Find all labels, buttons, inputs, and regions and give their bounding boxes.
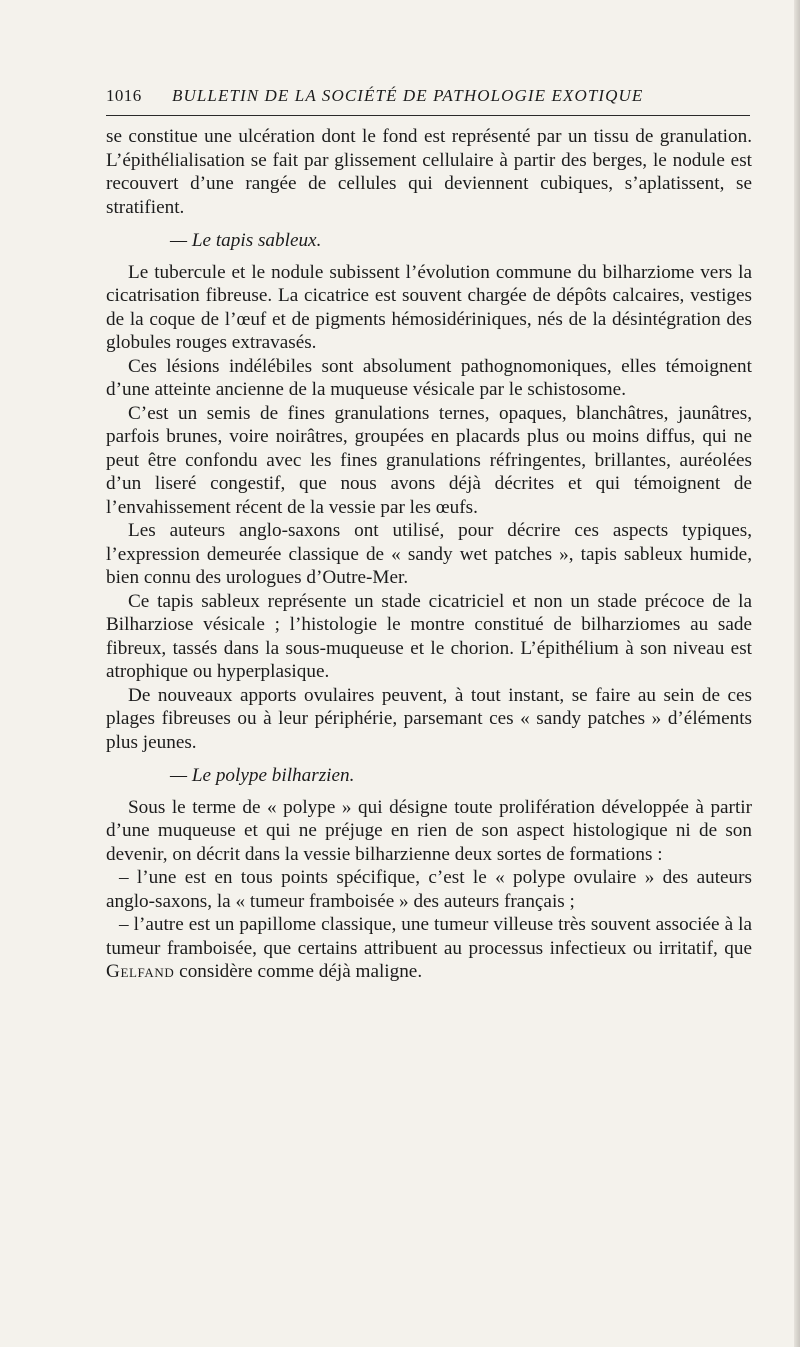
paragraph: De nouveaux apports ovulaires peuvent, à tout instant, se faire au sein de ces plages fibreuses ou à leur périphérie, parsemant ces « sandy patches » d’éléments plus jeunes. — [106, 684, 752, 753]
text-run: considère comme déjà maligne. — [174, 961, 423, 982]
section-heading-polype-bilharzien: — Le polype bilharzien. — [170, 765, 355, 786]
list-item: – l’une est en tous points spécifique, c’est le « polype ovulaire » des auteurs anglo-saxons, la « tumeur framboisée » des auteurs français ; — [106, 867, 752, 912]
list-item — [106, 913, 752, 984]
page-edge-shadow — [794, 0, 800, 1347]
running-title: BULLETIN DE LA SOCIÉTÉ DE PATHOLOGIE EXOTIQUE — [172, 86, 644, 105]
paragraph: C’est un semis de fines granulations ternes, opaques, blanchâtres, jaunâtres, parfois brunes, voire noirâtres, groupées en placards plus ou moins diffus, qui ne peut être confondu avec les fines granulations réfringentes, brillantes, auréolées d’un liseré congestif, que nous avons déjà décrites et qui témoignent de l’envahissement récent de la vessie par les œufs. — [106, 402, 752, 518]
running-header — [106, 86, 750, 112]
body-text — [106, 125, 752, 984]
header-rule — [106, 115, 750, 116]
paragraph-continued: se constitue une ulcération dont le fond est représenté par un tissu de granulation. L’épithélialisation se fait par glissement cellulaire à partir des berges, le nodule est recouvert d’une rangée de cellules qui deviennent cubiques, s’aplatissent, se stratifient. — [106, 126, 752, 218]
text-run: – l’autre est un papillome classique, une tumeur villeuse très souvent associée à la tumeur framboisée, que certains attribuent au processus infectieux ou irritatif, que — [106, 914, 752, 959]
paragraph: Sous le terme de « polype » qui désigne toute prolifération développée à partir d’une muqueuse et qui ne préjuge en rien de son aspect histologique ni de son devenir, on décrit dans la vessie bilharzienne deux sortes de formations : — [106, 796, 752, 865]
paragraph: Les auteurs anglo-saxons ont utilisé, pour décrire ces aspects typiques, l’expression demeurée classique de « sandy wet patches », tapis sableux humide, bien connu des urologues d’Outre-Mer. — [106, 520, 752, 588]
author-name: Gelfand — [106, 961, 175, 982]
section-heading-tapis-sableux: — Le tapis sableux. — [170, 230, 322, 251]
page-number: 1016 — [106, 86, 142, 105]
paragraph: Ces lésions indélébiles sont absolument pathognomoniques, elles témoignent d’une atteinte ancienne de la muqueuse vésicale par le schistosome. — [106, 355, 752, 400]
paragraph: Le tubercule et le nodule subissent l’évolution commune du bilharziome vers la cicatrisation fibreuse. La cicatrice est souvent chargée de dépôts calcaires, vestiges de la coque de l’œuf et de pigments hémosidériniques, nés de la désintégration des globules rouges extravasés. — [106, 261, 752, 353]
paragraph: Ce tapis sableux représente un stade cicatriciel et non un stade précoce de la Bilharziose vésicale ; l’histologie le montre constitué de bilharziomes au sade fibreux, tassés dans la sous-muqueuse et le chorion. L’épithélium à son niveau est atrophique ou hyperplasique. — [106, 590, 752, 682]
